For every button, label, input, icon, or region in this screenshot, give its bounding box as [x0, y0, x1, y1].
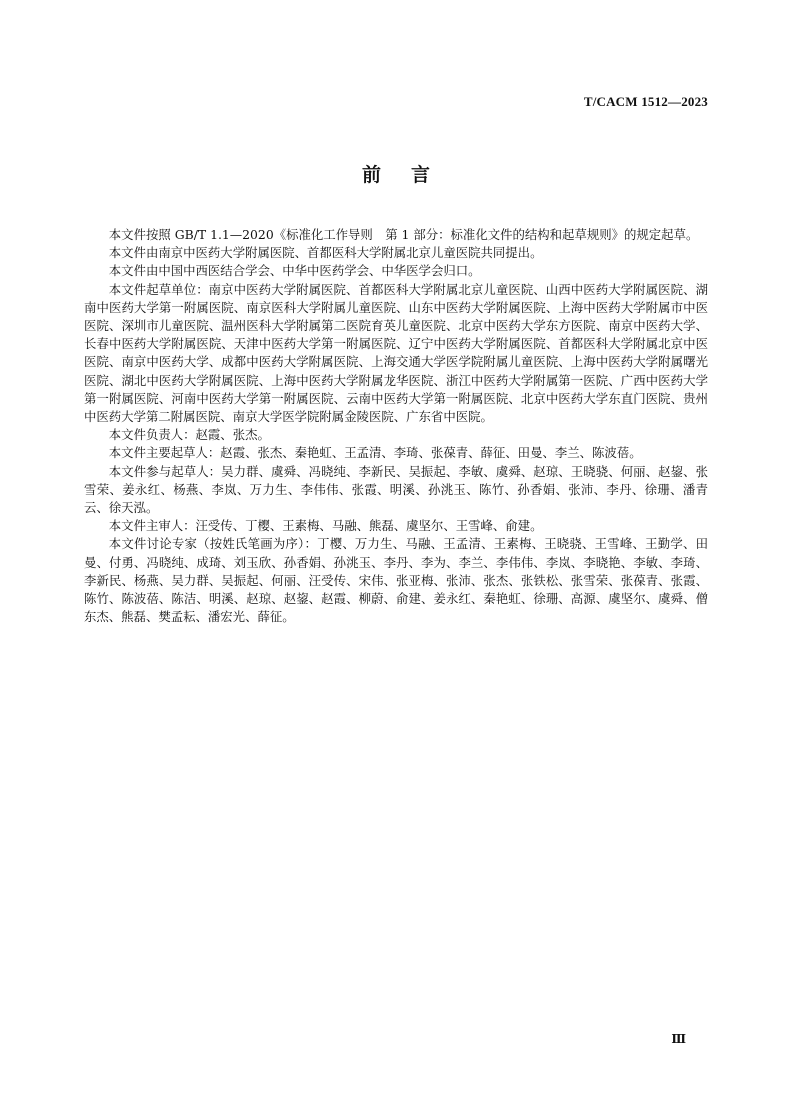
paragraph-participating-drafters: 本文件参与起草人：吴力群、虞舜、冯晓纯、李新民、吴振起、李敏、虞舜、赵琼、王晓骁、何丽、赵鋆、张雪荣、姜永红、杨燕、李岚、万力生、李伟伟、张霞、明溪、孙洮玉、陈竹、孙香娟、张沛、李丹、徐珊、潘青云、徐天泓。 — [84, 463, 708, 516]
paragraph-drafting-units: 本文件起草单位：南京中医药大学附属医院、首都医科大学附属北京儿童医院、山西中医药大学附属医院、湖南中医药大学第一附属医院、南京医科大学附属儿童医院、山东中医药大学附属医院、上海中医药大学附属市中医医院、深圳市儿童医院、温州医科大学附属第二医院育英儿童医院、北京中医药大学东方医院、南京中医药大学、长春中医药大学附属医院、天津中医药大学第一附属医院、辽宁中医药大学附属医院、首都医科大学附属北京中医医院、南京中医药大学、成都中医药大学附属医院、上海交通大学医学院附属儿童医院、上海中医药大学附属曙光医院、湖北中医药大学附属医院、上海中医药大学附属龙华医院、浙江中医药大学附属第一医院、广西中医药大学第一附属医院、河南中医药大学第一附属医院、云南中医药大学第一附属医院、北京中医药大学东直门医院、贵州中医药大学第二附属医院、南京大学医学院附属金陵医院、广东省中医院。 — [84, 281, 708, 425]
foreword-body — [84, 226, 708, 626]
paragraph-administrators: 本文件由中国中西医结合学会、中华中医药学会、中华医学会归口。 — [108, 263, 481, 279]
paragraph-drafting-rules: 本文件按照 GB/T 1.1—2020《标准化工作导则 第 1 部分：标准化文件的结构和起草规则》的规定起草。 — [108, 227, 699, 242]
paragraph-responsible-persons: 本文件负责人：赵霞、张杰。 — [108, 427, 270, 443]
paragraph-main-drafters: 本文件主要起草人：赵霞、张杰、秦艳虹、王孟清、李琦、张葆青、薛征、田曼、李兰、陈波蓓。 — [108, 445, 642, 461]
paragraph-discussion-experts: 本文件讨论专家（按姓氏笔画为序）：丁樱、万力生、马融、王孟清、王素梅、王晓骁、王雪峰、王勤学、田曼、付勇、冯晓纯、成琦、刘玉欣、孙香娟、孙洮玉、李丹、李为、李兰、李伟伟、李岚、李晓艳、李敏、李琦、李新民、杨燕、吴力群、吴振起、何丽、汪受传、宋伟、张亚梅、张沛、张杰、张铁松、张雪荣、张葆青、张霞、陈竹、陈波蓓、陈洁、明溪、赵琼、赵鋆、赵霞、柳蔚、俞建、姜永红、秦艳虹、徐珊、高源、虞坚尔、虞舜、僧东杰、熊磊、樊孟耘、潘宏光、薛征。 — [84, 536, 708, 625]
paragraph-proposers: 本文件由南京中医药大学附属医院、首都医科大学附属北京儿童医院共同提出。 — [108, 245, 543, 261]
paragraph-chief-reviewers: 本文件主审人：汪受传、丁樱、王素梅、马融、熊磊、虞坚尔、王雪峰、俞建。 — [108, 518, 543, 534]
document-code: T/CACM 1512—2023 — [583, 94, 708, 109]
page-title: 前言 — [361, 164, 460, 186]
page-number: Ⅲ — [671, 1032, 686, 1046]
